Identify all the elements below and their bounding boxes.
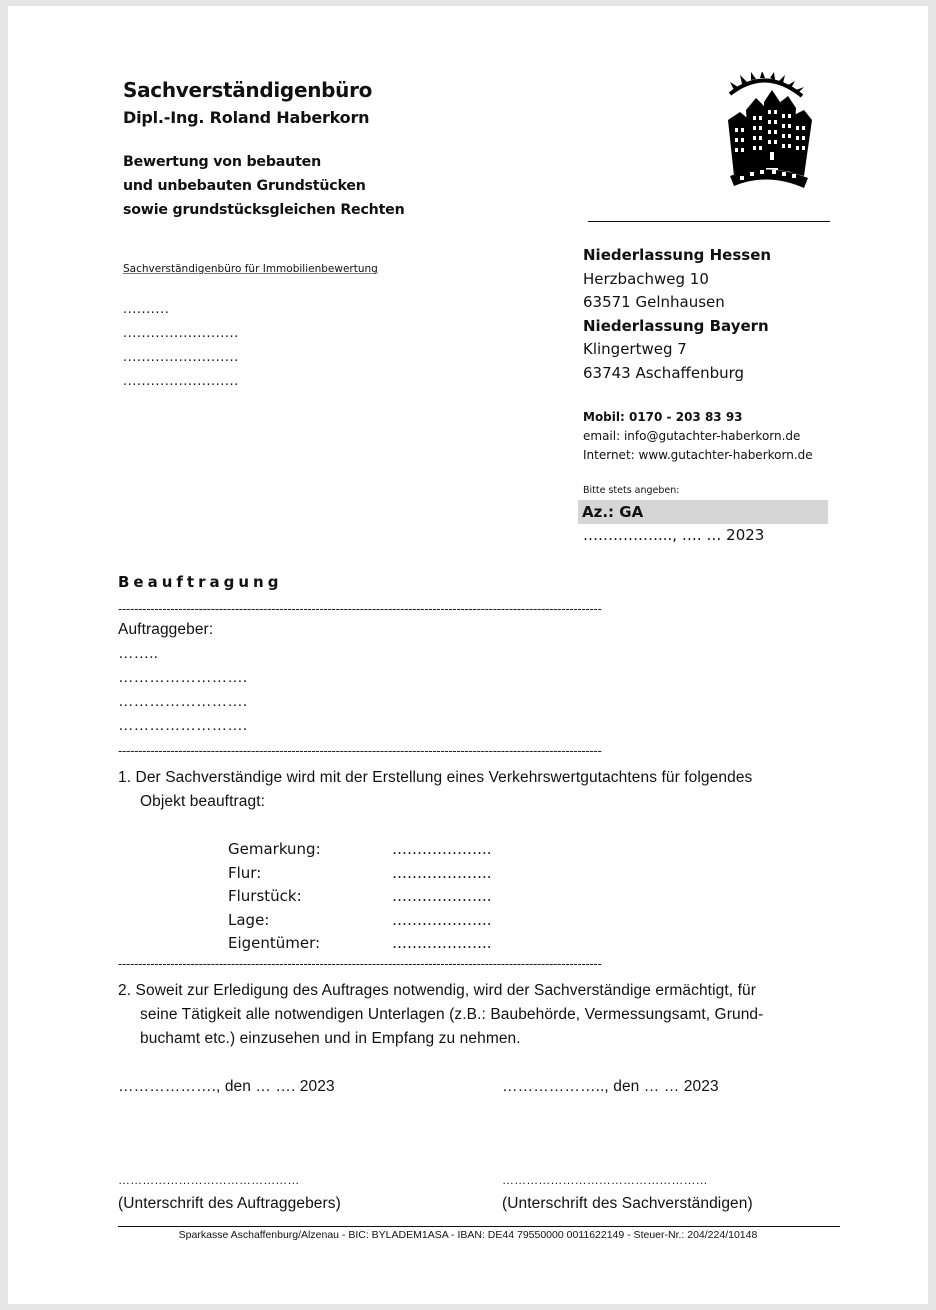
office-addresses xyxy=(583,244,771,385)
field-value-eigentuemer[interactable]: ……………….. xyxy=(392,934,492,952)
contact-email[interactable]: email: info@gutachter-haberkorn.de xyxy=(583,429,801,443)
section-1-line: Objekt beauftragt: xyxy=(140,793,266,810)
expert-signature-line[interactable]: …………………………………………… xyxy=(502,1173,708,1187)
field-label-flur: Flur: xyxy=(228,863,262,882)
recipient-address-block xyxy=(123,298,239,394)
client-label: Auftraggeber: xyxy=(118,621,214,638)
expert-place-date[interactable]: ……………….., den … … 2023 xyxy=(502,1078,719,1095)
houses-with-sun-logo-icon xyxy=(720,72,820,190)
client-place-date[interactable]: ………………., den … …. 2023 xyxy=(118,1078,335,1095)
contact-block xyxy=(583,408,813,465)
recipient-line: ......................... xyxy=(123,350,239,365)
separator-line: ------------------------------------------------------------------------------------------------------------------------ xyxy=(118,601,602,616)
recipient-line: ......................... xyxy=(123,326,239,341)
office-bayern-city: 63743 Aschaffenburg xyxy=(583,363,745,382)
reference-number: Az.: GA xyxy=(578,500,828,524)
letter-date: ……………..., …. … 2023 xyxy=(583,526,765,544)
tagline-line: Bewertung von bebauten xyxy=(123,154,321,170)
contact-internet[interactable]: Internet: www.gutachter-haberkorn.de xyxy=(583,448,813,462)
company-title: Sachverständigenbüro xyxy=(123,78,373,102)
tagline-line: und unbebauten Grundstücken xyxy=(123,178,366,194)
section-2-line: buchamt etc.) einzusehen und in Empfang zu nehmen. xyxy=(140,1030,521,1047)
separator-line: ------------------------------------------------------------------------------------------------------------------------ xyxy=(118,743,602,758)
section-2-line: 2. Soweit zur Erledigung des Auftrages notwendig, wird der Sachverständige ermächtigt, für xyxy=(118,982,756,999)
footer-divider xyxy=(118,1226,840,1227)
office-hessen-street: Herzbachweg 10 xyxy=(583,269,709,288)
client-section xyxy=(118,618,247,738)
return-address: Sachverständigenbüro für Immobilienbewertung xyxy=(123,263,378,275)
client-line: …….. xyxy=(118,645,159,662)
company-tagline xyxy=(123,150,405,222)
tagline-line: sowie grundstücksgleichen Rechten xyxy=(123,202,405,218)
client-line: ……………………. xyxy=(118,717,248,734)
client-line: ……………………. xyxy=(118,693,248,710)
form-heading: Beauftragung xyxy=(118,573,283,591)
separator-line: ------------------------------------------------------------------------------------------------------------------------ xyxy=(118,956,602,971)
recipient-line: ......................... xyxy=(123,374,239,389)
header-divider xyxy=(588,221,830,222)
recipient-line: .......... xyxy=(123,302,170,317)
client-signature-caption: (Unterschrift des Auftraggebers) xyxy=(118,1195,341,1212)
property-field-values xyxy=(392,838,492,956)
office-hessen-name: Niederlassung Hessen xyxy=(583,246,772,264)
field-label-eigentuemer: Eigentümer: xyxy=(228,934,321,952)
client-signature-line[interactable]: ……………………………………… xyxy=(118,1173,300,1187)
footer-bank-details: Sparkasse Aschaffenburg/Alzenau - BIC: BYLADEM1ASA - IBAN: DE44 79550000 0011622149 - Steuer-Nr.: 204/224/10148 xyxy=(178,1229,758,1241)
section-1-line: 1. Der Sachverständige wird mit der Erstellung eines Verkehrswertgutachtens für folgendes xyxy=(118,769,753,786)
section-2-text xyxy=(118,979,763,1051)
office-hessen-city: 63571 Gelnhausen xyxy=(583,293,725,311)
client-line: ……………………. xyxy=(118,669,248,686)
section-1-text xyxy=(118,766,752,814)
field-label-flurstueck: Flurstück: xyxy=(228,887,302,905)
section-2-line: seine Tätigkeit alle notwendigen Unterlagen (z.B.: Baubehörde, Vermessungsamt, Grund- xyxy=(140,1006,764,1023)
field-label-gemarkung: Gemarkung: xyxy=(228,840,321,858)
property-field-labels xyxy=(228,838,321,956)
field-value-flur[interactable]: ……………….. xyxy=(392,863,492,882)
field-value-gemarkung[interactable]: ……………….. xyxy=(392,840,492,858)
field-value-flurstueck[interactable]: ……………….. xyxy=(392,887,492,905)
field-value-lage[interactable]: ……………….. xyxy=(392,910,492,929)
company-owner: Dipl.-Ing. Roland Haberkorn xyxy=(123,108,370,127)
document-page xyxy=(8,6,928,1304)
office-bayern-street: Klingertweg 7 xyxy=(583,340,687,358)
expert-signature-caption: (Unterschrift des Sachverständigen) xyxy=(502,1195,753,1212)
contact-mobile: Mobil: 0170 - 203 83 93 xyxy=(583,410,743,424)
field-label-lage: Lage: xyxy=(228,910,270,929)
office-bayern-name: Niederlassung Bayern xyxy=(583,316,769,335)
reference-hint: Bitte stets angeben: xyxy=(583,485,680,496)
